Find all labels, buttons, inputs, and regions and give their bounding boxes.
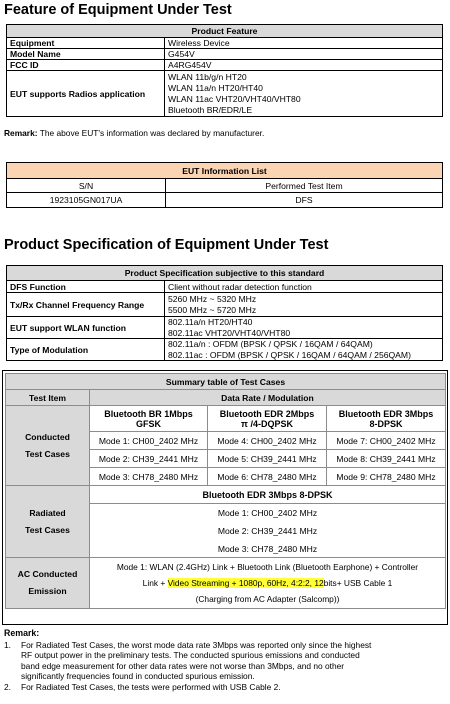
remarks-title: Remark: <box>4 628 40 638</box>
mode-cell: Mode 1: CH00_2402 MHz <box>90 432 208 450</box>
ac-line-3: (Charging from AC Adapter (Salcomp)) <box>195 594 340 604</box>
radiated-test-cases <box>6 486 90 558</box>
mode-cell: Mode 7: CH00_2402 MHz <box>327 432 446 450</box>
dfs-function-label: DFS Function <box>7 281 165 293</box>
remarks-block <box>4 628 444 693</box>
spec-section-title: Product Specification of Equipment Under Test <box>4 237 329 253</box>
remark-line: For Radiated Test Cases, the tests were performed with USB Cable 2. <box>21 681 281 692</box>
mode-cell: Mode 2: CH39_2441 MHz <box>90 450 208 468</box>
radiated-header: Bluetooth EDR 3Mbps 8-DPSK <box>90 486 446 504</box>
radio-item: WLAN 11b/g/n HT20 <box>168 71 247 82</box>
ac-line: Emission <box>28 586 67 596</box>
dfs-function-value: Client without radar detection function <box>165 281 443 293</box>
mode-cell: Mode 4: CH00_2402 MHz <box>208 432 327 450</box>
mode-cell: Mode 8: CH39_2441 MHz <box>327 450 446 468</box>
bt-br-mod: GFSK <box>135 418 161 429</box>
conducted-line: Conducted <box>25 431 70 442</box>
radiated-mode: Mode 1: CH00_2402 MHz <box>90 504 446 522</box>
bt-edr2-header <box>208 406 327 432</box>
radios-label: EUT supports Radios application <box>7 71 165 117</box>
bt-edr3-rate: Bluetooth EDR 3Mbps <box>338 408 434 419</box>
sn-value: 1923105GN017UA <box>7 193 166 208</box>
ac-line-2-highlight: Video Streaming + 1080p, 60Hz, 4:2:2, 12 <box>167 578 324 588</box>
mode-cell: Mode 9: CH78_2480 MHz <box>327 468 446 486</box>
bt-br-rate: Bluetooth BR 1Mbps <box>104 408 193 419</box>
ac-line-2-post: bits+ USB Cable 1 <box>323 578 393 588</box>
remark-line: significantly frequencies found in conducted spurious emission. <box>21 671 255 682</box>
summary-frame <box>2 370 448 625</box>
sn-column-header: S/N <box>7 179 166 193</box>
eut-info-table <box>6 162 443 208</box>
ac-line-2-pre: Link + <box>142 578 168 588</box>
data-rate-header: Data Rate / Modulation <box>90 390 446 406</box>
ac-line: AC Conducted <box>17 569 78 579</box>
modulation-value: 802.11ac : OFDM (BPSK / QPSK / 16QAM / 64QAM / 256QAM) <box>168 349 411 360</box>
summary-title: Summary table of Test Cases <box>6 374 446 390</box>
performed-test-column-header: Performed Test Item <box>166 179 443 193</box>
radiated-mode: Mode 3: CH78_2480 MHz <box>90 540 446 558</box>
ac-conducted-emission <box>6 558 90 609</box>
feature-remark <box>4 128 264 138</box>
remark-number: 2. <box>4 681 11 692</box>
radiated-line: Radiated <box>29 507 66 518</box>
radios-list <box>165 71 443 117</box>
freq-value: 5500 MHz ~ 5720 MHz <box>168 304 257 315</box>
freq-range-values <box>165 293 443 317</box>
fcc-id-label: FCC ID <box>7 60 165 71</box>
bt-edr3-mod: 8-DPSK <box>369 418 403 429</box>
mode-cell: Mode 6: CH78_2480 MHz <box>208 468 327 486</box>
bt-edr3-header <box>327 406 446 432</box>
wlan-value: 802.11ac VHT20/VHT40/VHT80 <box>168 327 291 338</box>
product-feature-table <box>6 24 443 117</box>
modulation-value: 802.11a/n : OFDM (BPSK / QPSK / 16QAM / 64QAM) <box>168 339 373 349</box>
model-name-label: Model Name <box>7 49 165 60</box>
feature-section-title: Feature of Equipment Under Test <box>4 2 232 18</box>
remark-text <box>21 640 371 682</box>
bt-edr2-mod: π /4-DQPSK <box>241 418 293 429</box>
mode-cell: Mode 5: CH39_2441 MHz <box>208 450 327 468</box>
radio-item: WLAN 11a/n HT20/HT40 <box>168 82 263 93</box>
freq-range-label: Tx/Rx Channel Frequency Range <box>7 293 165 317</box>
equipment-label: Equipment <box>7 38 165 49</box>
ac-line-2 <box>93 575 442 591</box>
remark-line: For Radiated Test Cases, the worst mode data rate 3Mbps was reported only since the highest <box>21 639 372 650</box>
wlan-function-label: EUT support WLAN function <box>7 317 165 339</box>
ac-mode-description <box>90 558 446 609</box>
wlan-function-values <box>165 317 443 339</box>
radiated-line: Test Cases <box>25 524 70 535</box>
remark-number: 1. <box>4 639 11 650</box>
modulation-values <box>165 339 443 361</box>
mode-cell: Mode 3: CH78_2480 MHz <box>90 468 208 486</box>
summary-table <box>5 373 446 609</box>
bt-edr2-rate: Bluetooth EDR 2Mbps <box>219 408 315 419</box>
wlan-value: 802.11a/n HT20/HT40 <box>168 317 253 327</box>
performed-test-value: DFS <box>166 193 443 208</box>
product-spec-header: Product Specification subjective to this standard <box>7 266 443 281</box>
remark-item <box>4 640 444 682</box>
remark-label: Remark: <box>4 128 38 138</box>
remark-item <box>4 682 444 693</box>
product-spec-table <box>6 265 443 361</box>
test-item-header: Test Item <box>6 390 90 406</box>
equipment-value: Wireless Device <box>165 38 443 49</box>
conducted-test-cases <box>6 406 90 486</box>
radiated-mode: Mode 2: CH39_2441 MHz <box>90 522 446 540</box>
conducted-line: Test Cases <box>25 448 70 459</box>
remark-line: RF output power in the preliminary tests. The conducted spurious emissions and conducted <box>21 650 360 661</box>
ac-line-1: Mode 1: WLAN (2.4GHz) Link + Bluetooth Link (Bluetooth Earphone) + Controller <box>116 562 419 572</box>
fcc-id-value: A4RG454V <box>165 60 443 71</box>
product-feature-header: Product Feature <box>7 25 443 38</box>
radio-item: WLAN 11ac VHT20/VHT40/VHT80 <box>168 93 301 104</box>
remark-text <box>21 682 281 693</box>
radio-item: Bluetooth BR/EDR/LE <box>168 104 253 115</box>
eut-info-header: EUT Information List <box>7 163 443 179</box>
remark-text: The above EUT's information was declared by manufacturer. <box>37 128 265 138</box>
remark-line: band edge measurement for other data rates were not worse than 3Mbps, and no other <box>21 660 345 671</box>
freq-value: 5260 MHz ~ 5320 MHz <box>168 293 257 304</box>
model-name-value: G454V <box>165 49 443 60</box>
bt-br-header <box>90 406 208 432</box>
modulation-label: Type of Modulation <box>7 339 165 361</box>
